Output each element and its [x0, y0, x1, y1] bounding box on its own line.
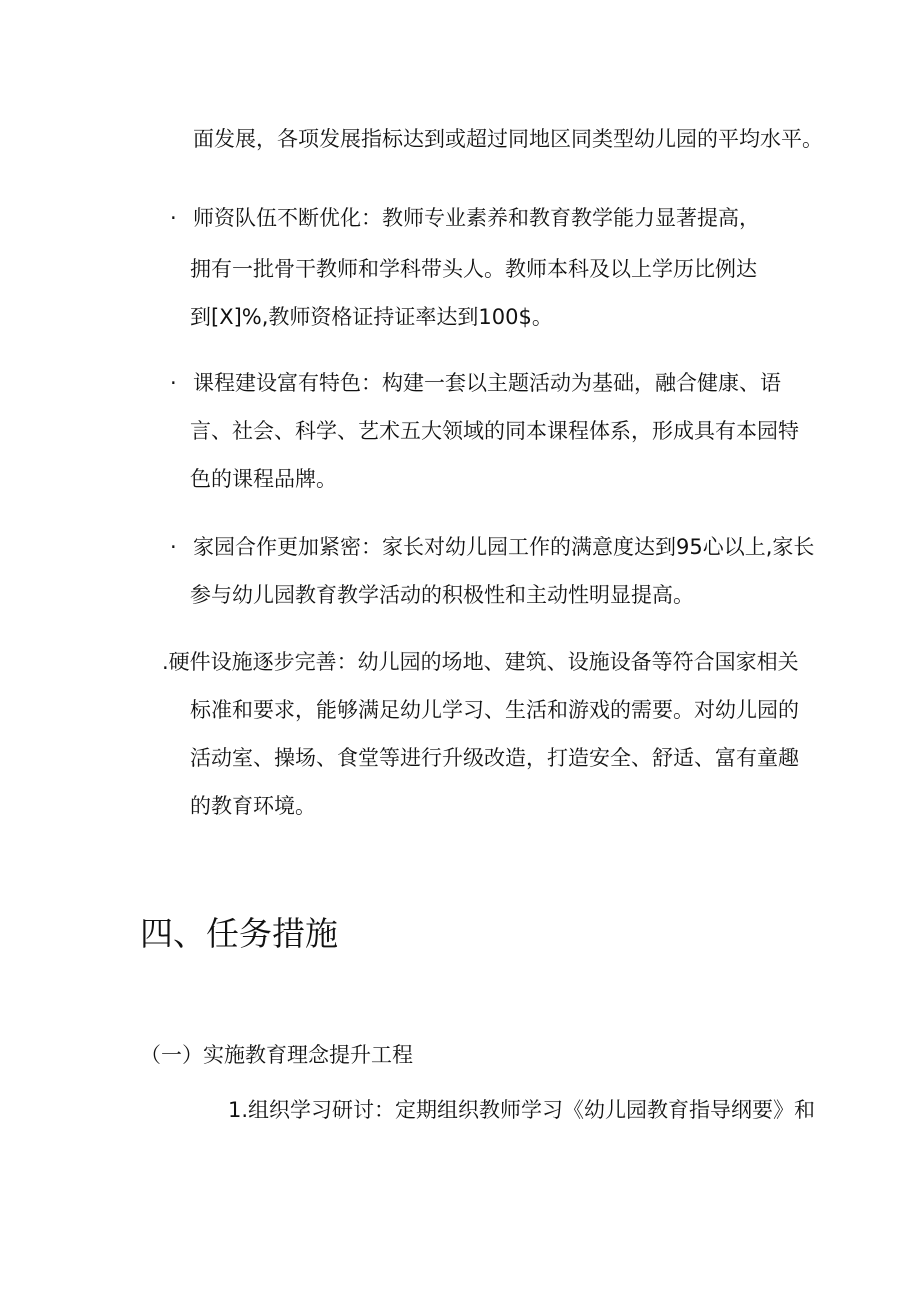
- paragraph-line: 到[X]%,教师资格证持证率达到100$。: [190, 305, 553, 329]
- paragraph-line: 参与幼儿园教育教学活动的积极性和主动性明显提高。: [190, 583, 694, 607]
- bullet-dot: ·: [170, 206, 177, 230]
- paragraph-line: 活动室、操场、食堂等进行升级改造，打造安全、舒适、富有童趣: [190, 746, 799, 770]
- section-heading: 四、任务措施: [140, 914, 338, 953]
- paragraph-line: 家园合作更加紧密：家长对幼儿园工作的满意度达到95心以上,家长: [193, 535, 815, 559]
- paragraph-line: 色的课程品牌。: [190, 467, 337, 491]
- paragraph-line: 课程建设富有特色：构建一套以主题活动为基础，融合健康、语: [193, 371, 781, 395]
- paragraph-line: .硬件设施逐步完善：幼儿园的场地、建筑、设施设备等符合国家相关: [162, 650, 799, 674]
- bullet-dot: ·: [170, 535, 177, 559]
- paragraph-line: 面发展，各项发展指标达到或超过同地区同类型幼儿园的平均水平。: [193, 127, 823, 151]
- paragraph-line: 师资队伍不断优化：教师专业素养和教育教学能力显著提高，: [193, 206, 760, 230]
- paragraph-line: 标准和要求，能够满足幼儿学习、生活和游戏的需要。对幼儿园的: [190, 698, 799, 722]
- bullet-dot: ·: [170, 371, 177, 395]
- subsection-heading: （一）实施教育理念提升工程: [140, 1043, 413, 1067]
- paragraph-line: 的教育环境。: [190, 794, 316, 818]
- paragraph-line: 拥有一批骨干教师和学科带头人。教师本科及以上学历比例达: [190, 257, 757, 281]
- list-item: 1.组织学习研讨：定期组织教师学习《幼儿园教育指导纲要》和: [228, 1098, 816, 1122]
- paragraph-line: 言、社会、科学、艺术五大领域的同本课程体系，形成具有本园特: [190, 419, 799, 443]
